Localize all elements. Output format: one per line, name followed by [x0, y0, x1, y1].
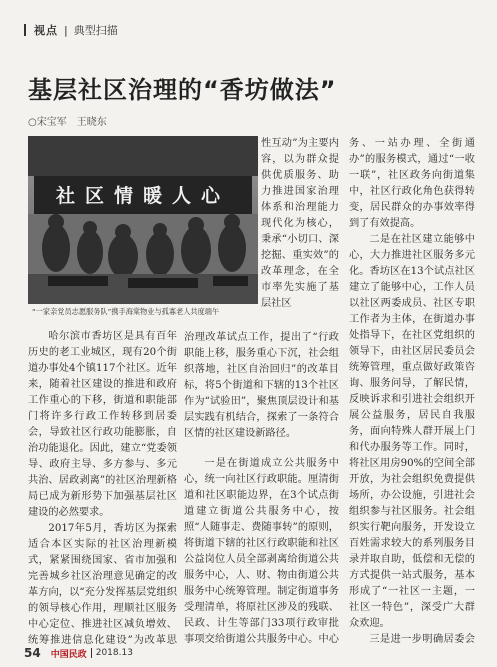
- photo-caption: “一家亲党员志愿服务队”携手海棠物业与孤寡老人共度端午: [32, 307, 220, 316]
- section-separator: |: [64, 23, 68, 37]
- paragraph: 一是在街道成立公共服务中心，统一向社区行政职能。厘清街道和社区职能边界，在3个试点街道建立街道公共服务中心，按照“人随事走、费随事转”的原则，将街道下辖的社区行政职能和社区公益岗位人员全部剥离给街道公共服务中心，人、财、物由街道公共服务中心统筹管理。制定街道事务受理清单，将原社区涉及的残联、民政、计生等部门33项行政审批事项交给街道公共服务中心。中心: [184, 458, 339, 645]
- section-label: 视点: [34, 24, 58, 37]
- article-column-1: [28, 329, 177, 647]
- page-footer: [24, 646, 133, 660]
- paragraph: 三是进一步明确居委会: [369, 634, 475, 645]
- section-header: [24, 22, 118, 38]
- paragraph: 性互动”为主要内容，以为群众提供优质服务、助力推进国家治理体系和治理能力现代化为核心，秉承“小切口、深挖掘、重实效”的改革理念，在全市率先实施了基层社区: [261, 138, 339, 309]
- paragraph: 哈尔滨市香坊区是具有百年历史的老工业城区，现有20个街道办事处4个镇117个社区。近年来，随着社区建设的推进和政府工作重心的下移，街道和职能部门将许多行政工作转移到居委会，导致社区行政功能膨胀，自治功能退化。因此，建立“党委领导、政府主导、多方参与、多元共治、居政剥离”的社区治理新格局已成为新形势下加强基层社区建设的必然要求。: [28, 331, 177, 518]
- paragraph: 治理改革试点工作，提出了“行政职能上移，服务重心下沉，社会组织落地，社区自治回归”的改革目标，将5个街道和下辖的13个社区作为“试验田”，聚焦顶层设计和基层实践有机结合，探索了一条符合区情的社区建设新路径。: [184, 332, 339, 439]
- article-photo: [28, 136, 258, 304]
- article-column-2: [184, 330, 339, 647]
- paragraph: 2017年5月，香坊区为探索适合本区实际的社区治理新模式，紧紧围绕国家、省市加强和完善城乡社区治理意见确定的改革方向，以“充分发挥基层党组织的领导核心作用，理顺社区服务中心定位、推进社区减负增效、统筹推进信息化建设”为改革思: [28, 523, 177, 646]
- page-number: 54: [24, 646, 41, 660]
- article-column-2-top: [261, 136, 339, 328]
- magazine-name: 中国民政: [50, 649, 87, 660]
- paragraph: 务、一站办理、全街通办”的服务模式，通过“一收一联”，社区政务向街道集中，社区行政化角色获得转变，居民群众的办事效率得到了有效提高。: [349, 138, 475, 229]
- article-author: ○宋宝军 王晓东: [28, 117, 107, 128]
- article-column-3: [349, 136, 475, 647]
- issue-number: 2018.13: [91, 648, 133, 658]
- subsection-label: 典型扫描: [73, 24, 118, 37]
- banner-text: 社区情暖人心: [55, 185, 231, 207]
- article-title: 基层社区治理的“香坊做法”: [28, 76, 337, 104]
- header-bar-decoration: [24, 24, 26, 36]
- paragraph: 二是在社区建立能够中心，大力推进社区服务多元化。香坊区在13个试点社区建立了能够中心，工作人员以社区两委成员、社区专职工作者为主体，在街道办事处指导下，在社区党组织的领导下，由社区居民委员会统筹管理，重点做好政策咨询、服务问导，了解民情，反映诉求和引进社会组织开展公益服务，居民自我服务，面向特殊人群开展上门和代办服务等工作。同时，将社区用房90%的空间全部开放，为社会组织免费提供场所，办公设施，引进社会组织参与社区服务。社会组织实行靶向服务，开发设立百姓需求较大的系列服务目录并取自助，低偿和无偿的方式提供一站式服务，基本形成了“一社区一主题，一社区一特色”，深受广大群众欢迎。: [349, 234, 475, 629]
